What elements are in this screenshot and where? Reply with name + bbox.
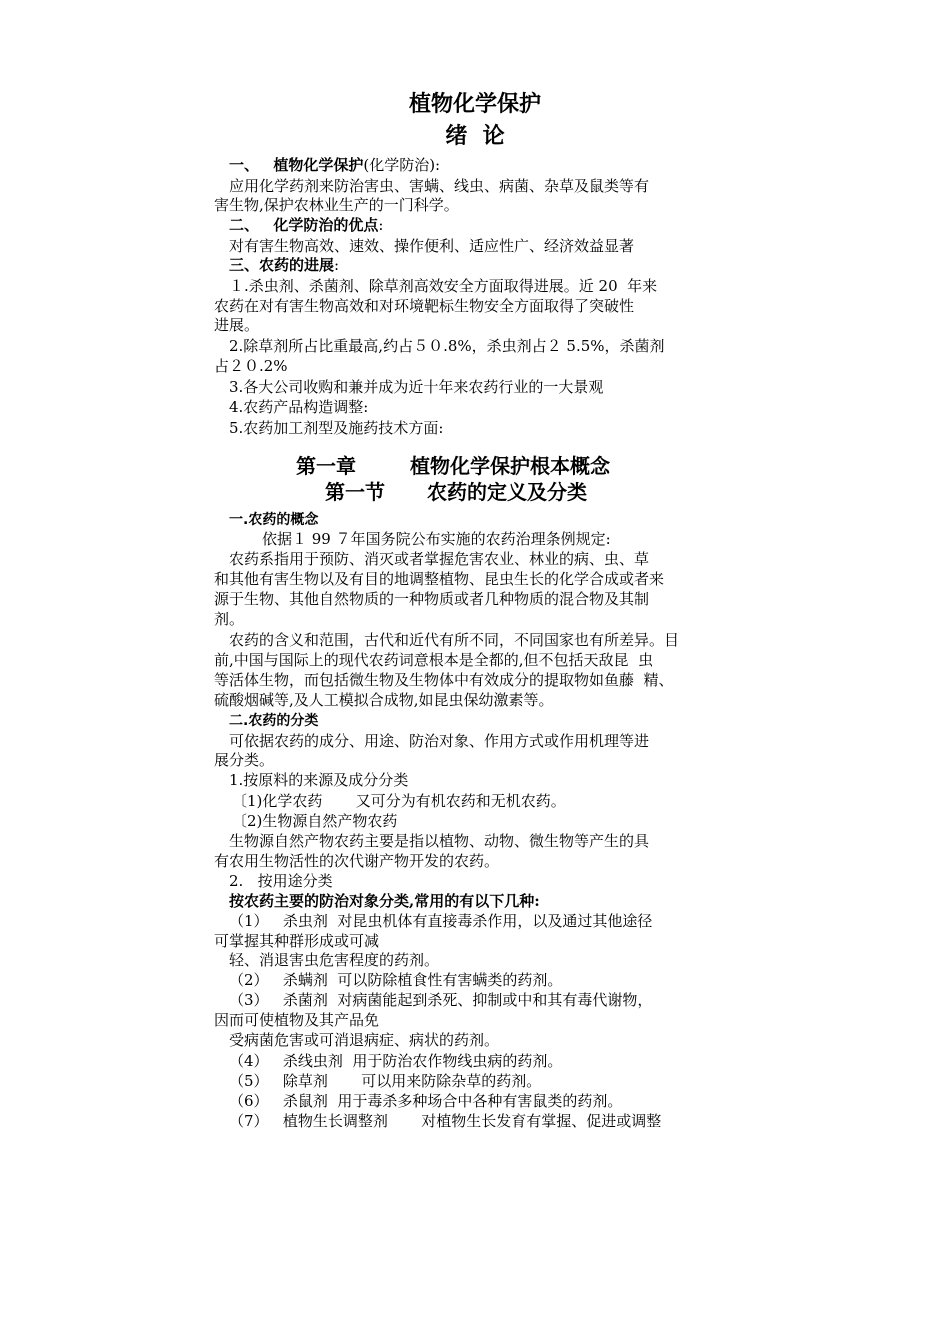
- paragraph-line: 轻、消退害虫危害程度的药剂。: [229, 951, 440, 969]
- paragraph-line: 前,中国与国际上的现代农药词意根本是全都的,但不包括天敌昆 虫: [214, 651, 654, 669]
- subheading-classification: 二.农药的分类: [229, 713, 319, 729]
- list-item: （5） 除草剂 可以用来防除杂草的药剂。: [229, 1072, 542, 1090]
- chapter-title: 植物化学保护根本概念: [410, 454, 610, 478]
- document-title: 植物化学保护: [408, 92, 541, 117]
- paragraph-line: 剂。: [214, 610, 245, 628]
- paragraph-line: 依据１ 99 ７年国务院公布实施的农药治理条例规定:: [262, 530, 611, 548]
- paragraph-line: 进展。: [214, 316, 260, 334]
- list-item: （6） 杀鼠剂 用于毒杀多种场合中各种有害鼠类的药剂。: [229, 1092, 623, 1110]
- paragraph-line: 对有害生物高效、速效、操作便利、适应性广、经济效益显著: [229, 237, 635, 255]
- list-item: （2） 杀螨剂 可以防除植食性有害螨类的药剂。: [229, 971, 563, 989]
- paragraph-line: 占２０.2%: [214, 357, 288, 375]
- subheading-concept: 一.农药的概念: [229, 512, 319, 528]
- section-title: 农药的定义及分类: [427, 480, 587, 504]
- paragraph-line: 和其他有害生物以及有目的地调整植物、昆虫生长的化学合成或者来: [214, 570, 665, 588]
- paragraph-line: 可掌握其种群形成或可减: [214, 932, 380, 950]
- paragraph-line: １.杀虫剂、杀菌剂、除草剂高效安全方面取得进展。近 20 年来: [229, 277, 658, 295]
- heading-tail: :: [334, 256, 340, 274]
- paragraph-line: 可依据农药的成分、用途、防治对象、作用方式或作用机理等进: [229, 732, 650, 750]
- heading-number: 二、: [229, 216, 260, 234]
- heading-tail: (化学防治):: [363, 156, 441, 174]
- list-item: （4） 杀线虫剂 用于防治农作物线虫病的药剂。: [229, 1052, 563, 1070]
- paragraph-line: 农药在对有害生物高效和对环境靶标生物安全方面取得了突破性: [214, 297, 635, 315]
- paragraph-line: 害生物,保护农林业生产的一门科学。: [214, 196, 459, 214]
- intro-heading-2: [229, 215, 383, 235]
- paragraph-line: 等活体生物，而包括微生物及生物体中有效成分的提取物如鱼藤 精、: [214, 671, 674, 689]
- paragraph-line: 农药系指用于预防、消灭或者掌握危害农业、林业的病、虫、草: [229, 550, 650, 568]
- document-subtitle: 绪 论: [445, 124, 505, 149]
- paragraph-line: 源于生物、其他自然物质的一种物质或者几种物质的混合物及其制: [214, 590, 650, 608]
- list-item: （3） 杀菌剂 对病菌能起到杀死、抑制或中和其有毒代谢物，: [229, 991, 653, 1009]
- list-item: （1） 杀虫剂 对昆虫机体有直接毒杀作用，以及通过其他途径: [229, 912, 653, 930]
- chapter-label: 第一章: [296, 454, 356, 478]
- paragraph-line: 硫酸烟碱等,及人工模拟合成物,如昆虫保幼激素等。: [214, 691, 554, 709]
- paragraph-line: 3.各大公司收购和兼并成为近十年来农药行业的一大景观: [229, 378, 604, 396]
- paragraph-line: 〔1)化学农药 又可分为有机农药和无机农药。: [232, 792, 566, 810]
- paragraph-line-bold: 按农药主要的防治对象分类,常用的有以下几种:: [229, 892, 540, 910]
- paragraph-line: 2.除草剂所占比重最高,约占５０.8%，杀虫剂占２ 5.5%，杀菌剂: [229, 337, 665, 355]
- paragraph-line: 农药的含义和范围，古代和近代有所不同，不同国家也有所差异。目: [229, 631, 680, 649]
- heading-text: 植物化学保护: [273, 156, 364, 174]
- paragraph-line: 应用化学药剂来防治害虫、害螨、线虫、病菌、杂草及鼠类等有: [229, 177, 650, 195]
- paragraph-line: 1.按原料的来源及成分分类: [229, 771, 409, 789]
- heading-text: 三、农药的进展: [229, 256, 335, 274]
- heading-tail: :: [378, 216, 384, 234]
- paragraph-line: 生物源自然产物农药主要是指以植物、动物、微生物等产生的具: [229, 832, 650, 850]
- intro-heading-1: [229, 155, 440, 175]
- paragraph-line: 展分类。: [214, 751, 275, 769]
- section-label: 第一节: [325, 480, 385, 504]
- paragraph-line: 2. 按用途分类: [229, 872, 333, 890]
- intro-heading-3: [229, 255, 339, 275]
- paragraph-line: 有农用生物活性的次代谢产物开发的农药。: [214, 852, 500, 870]
- heading-number: 一、: [229, 156, 260, 174]
- paragraph-line: 受病菌危害或可消退病症、病状的药剂。: [229, 1031, 500, 1049]
- heading-text: 化学防治的优点: [273, 216, 379, 234]
- paragraph-line: 因而可使植物及其产品免: [214, 1011, 380, 1029]
- paragraph-line: 5.农药加工剂型及施药技术方面:: [229, 419, 444, 437]
- paragraph-line: 〔2)生物源自然产物农药: [232, 812, 398, 830]
- list-item: （7） 植物生长调整剂 对植物生长发育有掌握、促进或调整: [229, 1112, 662, 1130]
- paragraph-line: 4.农药产品构造调整:: [229, 398, 369, 416]
